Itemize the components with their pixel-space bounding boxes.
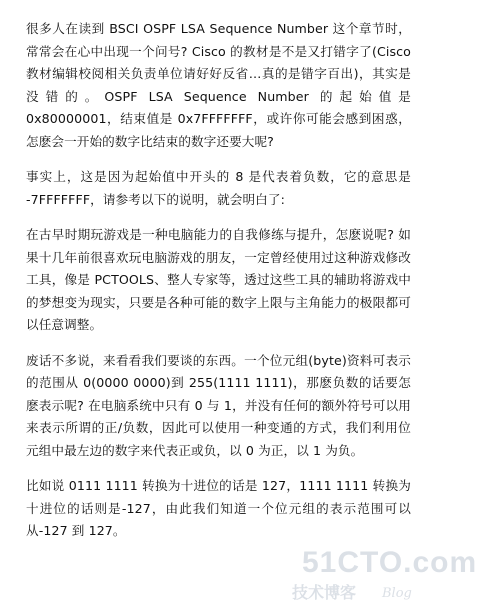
paragraph-2: 事实上，这是因为起始值中开头的 8 是代表着负数，它的意思是 -7FFFFFFF，请参考以下的说明，就会明白了:: [26, 169, 411, 207]
paragraph-1: 很多人在读到 BSCI OSPF LSA Sequence Number 这个章节时，常常会在心中出现一个问号? Cisco 的教材是不是又打错字了(Cisco 教材编辑校阅相关负责单位请好好反省…真的是错字百出)，其实是没错的。OSPF LSA Sequence Number 的起始值是 0x80000001，结束值是 0x7FFFFFFF，或许你可能会感到困惑，怎麽会一开始的数字比结束的数字还要大呢?: [26, 21, 411, 149]
paragraph-4: 废话不多说，来看看我们要谈的东西。一个位元组(byte)资料可表示的范围从 0(0000 0000)到 255(1111 1111)，那麽负数的话要怎麽表示呢? 在电脑系统中只有 0 与 1，并没有任何的额外符号可以用来表示所谓的正/负数，因此可以使用一种变通的方式，我们利用位元组中最左边的数字来代表正或负，以 0 为正，以 1 为负。: [26, 352, 411, 458]
watermark-site: 51CTO.com: [302, 546, 477, 579]
paragraph-5: 比如说 0111 1111 转换为十进位的话是 127，1111 1111 转换为十进位的话则是-127，由此我们知道一个位元组的表示范围可以从-127 到 127。: [26, 478, 411, 538]
paragraph-3: 在古早时期玩游戏是一种电脑能力的自我修练与提升，怎麽说呢? 如果十几年前很喜欢玩电脑游戏的朋友，一定曾经使用过这种游戏修改工具，像是 PCTOOLS、整人专家等，透过这些工具的辅助将游戏中的梦想变为现实，只要是各种可能的数字上限与主角能力的极限都可以任意调整。: [26, 227, 411, 332]
document-body: [26, 18, 411, 556]
watermark-blog: Blog: [382, 586, 412, 601]
watermark-logo: [282, 546, 477, 606]
watermark-sub: 技术博客: [292, 583, 357, 602]
